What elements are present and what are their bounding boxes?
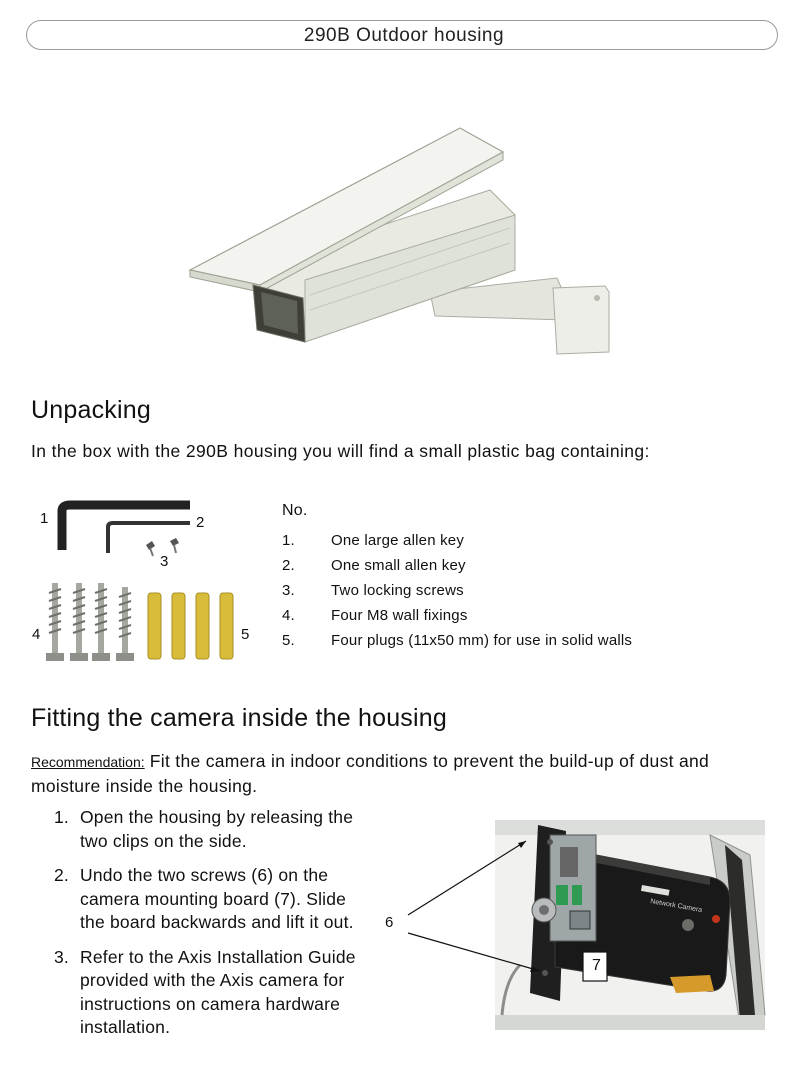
- callout-2: 2: [196, 514, 205, 531]
- parts-list: [282, 502, 632, 653]
- camera-label: Network Camera: [649, 898, 703, 915]
- list-item: 3. Refer to the Axis Installation Guide provided with the Axis camera for instructions on camera hardware installation.: [54, 946, 356, 1037]
- list-item: 3. Two locking screws: [282, 582, 464, 599]
- callout-1: 1: [40, 510, 49, 527]
- large-allen-key-icon: [62, 505, 190, 550]
- list-item: 5. Four plugs (11x50 mm) for use in solid walls: [282, 632, 633, 649]
- parts-list-header: No.: [282, 502, 308, 519]
- camera-in-housing-photo: [380, 815, 770, 1030]
- recommendation-paragraph: [31, 749, 771, 798]
- list-item: 1. Open the housing by releasing the two clips on the side.: [54, 807, 354, 851]
- list-item: 2. One small allen key: [282, 557, 466, 574]
- callout-7: 7: [592, 957, 601, 974]
- callout-5: 5: [241, 626, 250, 643]
- callout-6: 6: [385, 914, 394, 931]
- unpacking-intro: In the box with the 290B housing you will find a small plastic bag containing:: [31, 441, 650, 461]
- wall-fixings-icon: [46, 583, 134, 661]
- unpacking-heading: Unpacking: [31, 396, 151, 424]
- list-item: 1. One large allen key: [282, 532, 465, 549]
- fitting-steps: [54, 806, 374, 1051]
- page-header-title: 290B Outdoor housing: [303, 25, 505, 46]
- recommendation-text: Fit the camera in indoor conditions to prevent the build-up of dust and moisture inside the housing.: [31, 751, 710, 796]
- list-item: 2. Undo the two screws (6) on the camera mounting board (7). Slide the board backwards and lift it out.: [54, 865, 354, 932]
- plugs-icon: [148, 593, 233, 659]
- parts-illustration: [30, 495, 260, 670]
- list-item: 4. Four M8 wall fixings: [282, 607, 468, 624]
- callout-4: 4: [32, 626, 41, 643]
- fitting-heading: Fitting the camera inside the housing: [31, 704, 447, 732]
- outdoor-housing-photo: [185, 120, 625, 360]
- callout-3: 3: [160, 553, 169, 570]
- recommendation-label: Recommendation:: [31, 754, 145, 770]
